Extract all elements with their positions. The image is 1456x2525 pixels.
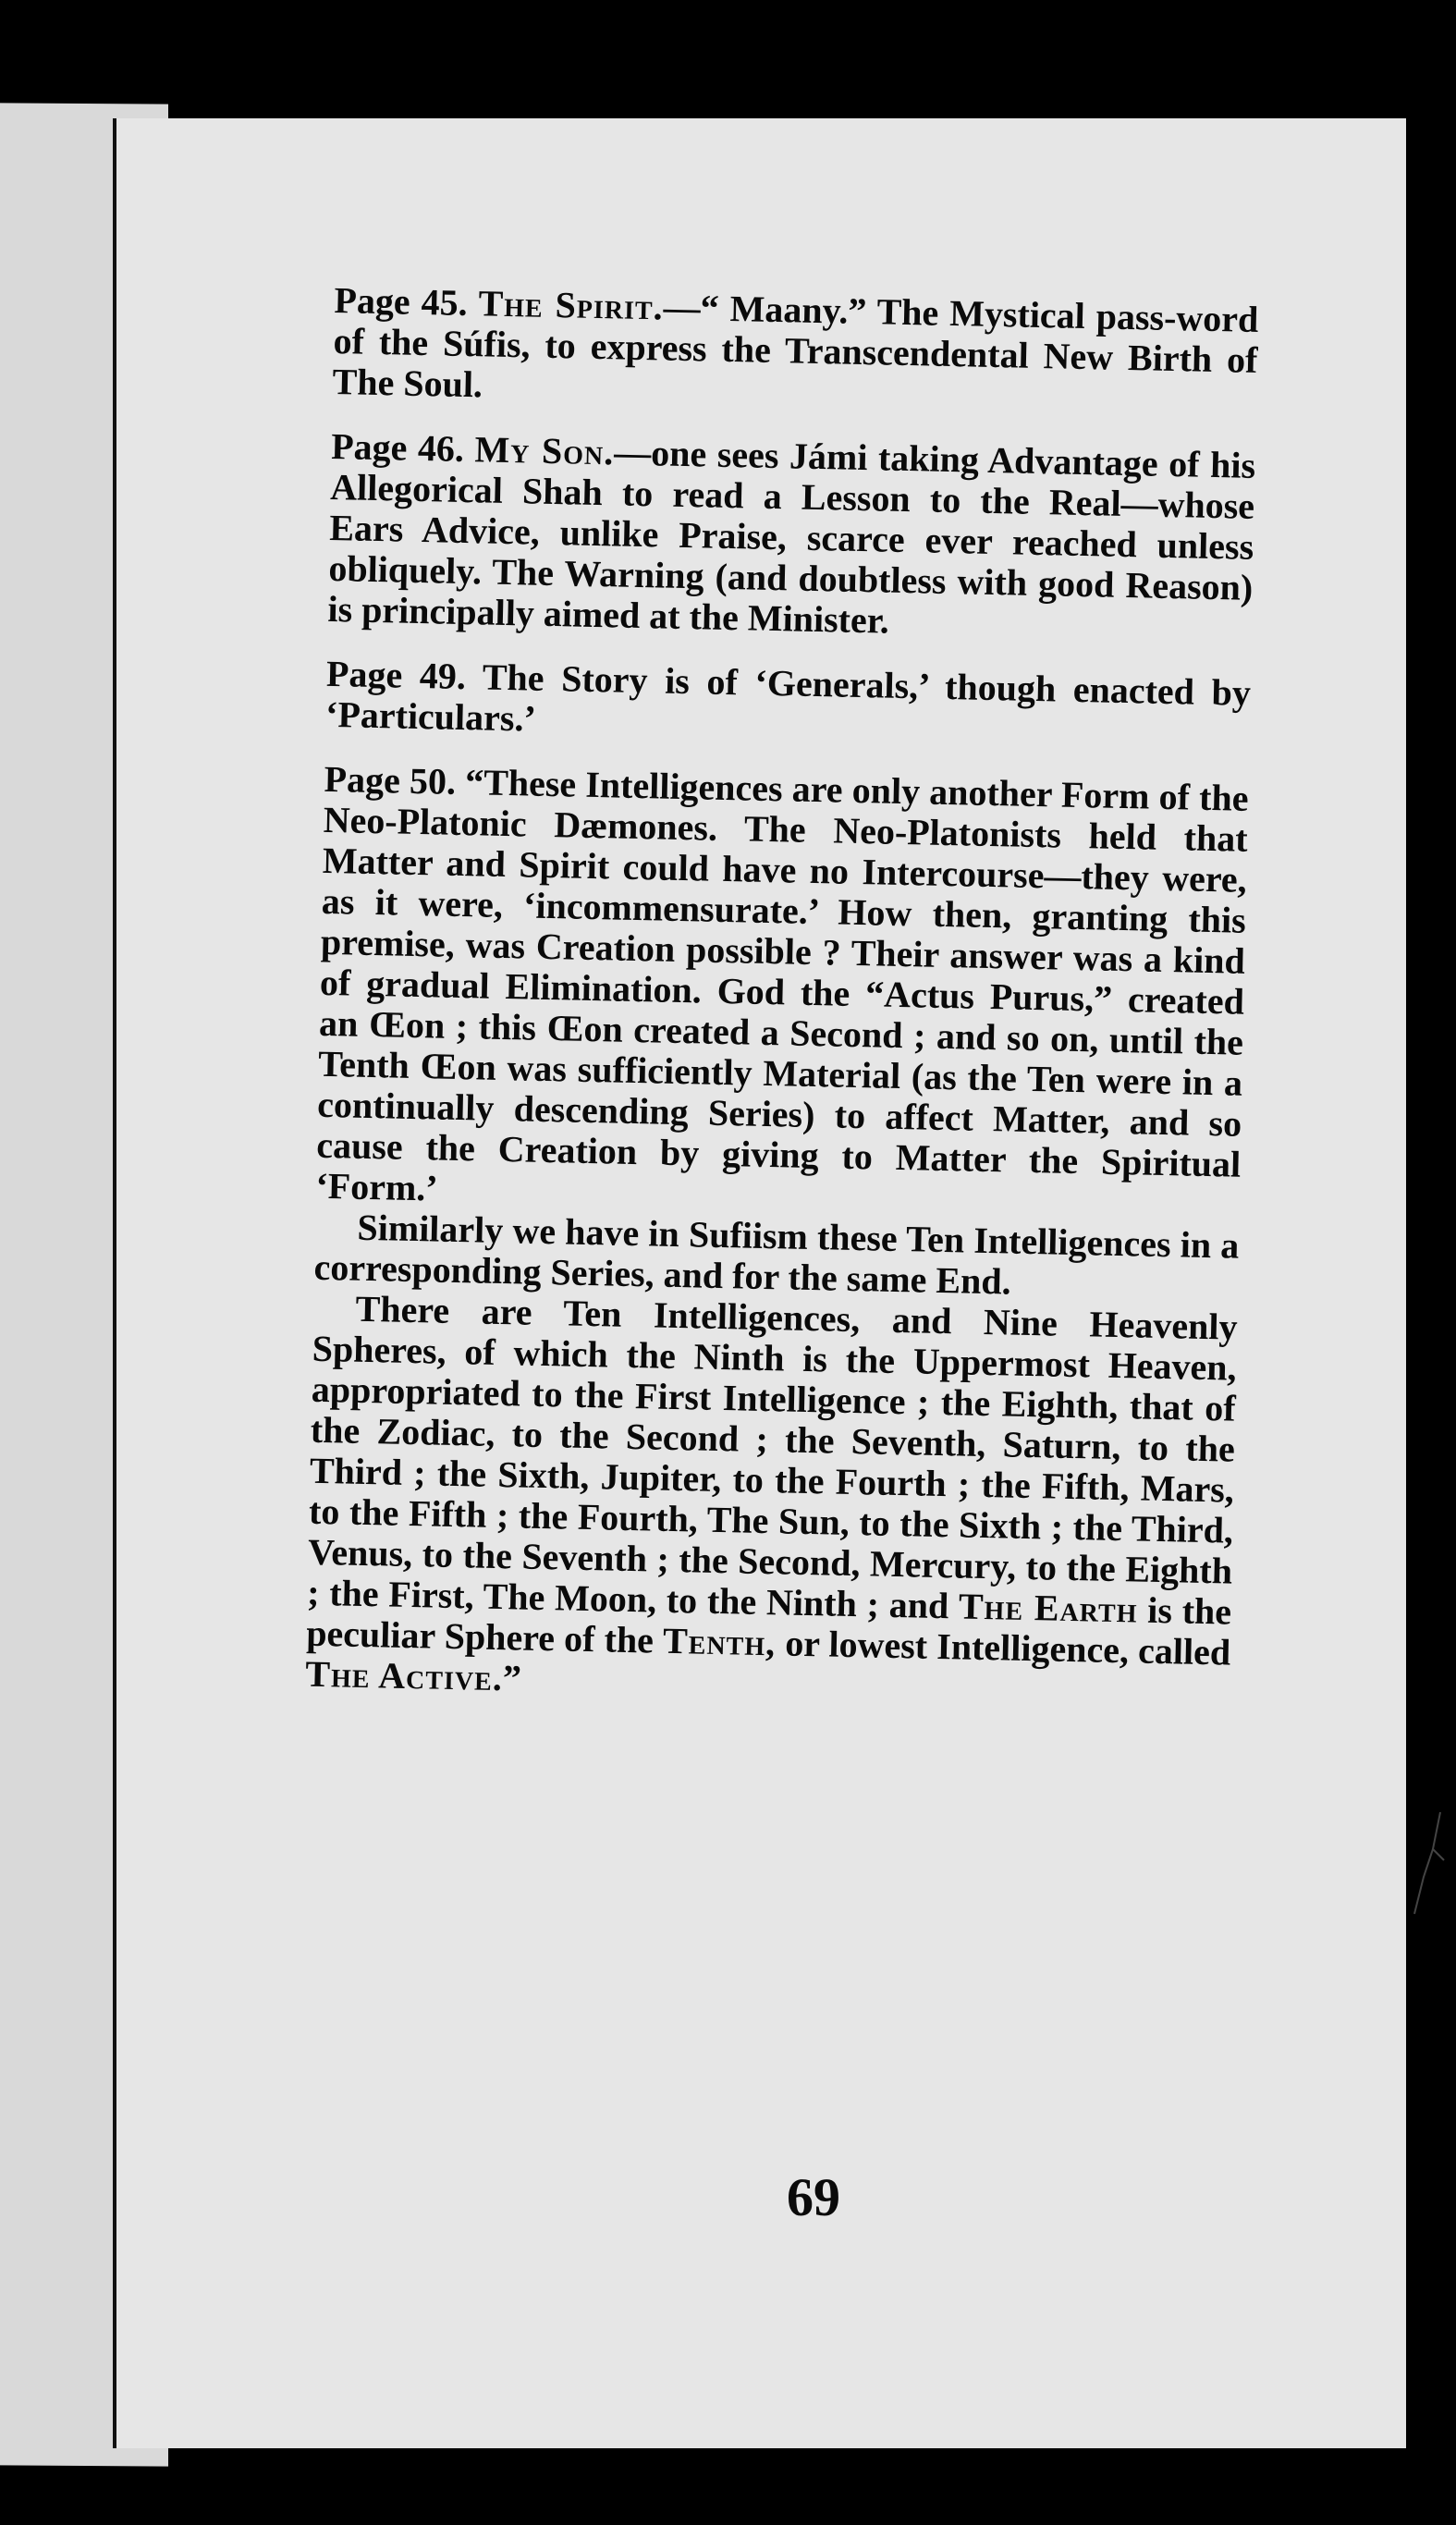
note-caps-tenth: Tenth, <box>662 1619 777 1664</box>
note-body: Similarly we have in Sufiism these Ten Intelligences in a corresponding Series, and for the same End. <box>313 1206 1240 1303</box>
note-page-49 <box>325 654 1252 754</box>
book-page <box>113 118 1406 2448</box>
note-page-46 <box>327 426 1255 649</box>
note-lead: Page 46. <box>330 424 465 470</box>
note-body: There are Ten Intelligences, and Nine Heavenly Spheres, of which the Ninth is the Uppermost Heaven, appropriated to the First Intelligence ; the Eighth, that of the Zodiac, to the Second ; the Seventh, Saturn, to the Third ; the Sixth, Jupiter, to the Fourth ; the Fifth, Mars, to the Fifth ; the Fourth, The Sun, to the Sixth ; the Third, Venus, to the Seventh ; the Second, Mercury, to the Eighth ; the First, The Moon, to the Ninth ; and <box>306 1287 1238 1627</box>
note-caps-active: The Active. <box>304 1652 504 1699</box>
note-body: is the peculiar Sphere of the <box>305 1588 1232 1661</box>
notes-text <box>304 280 1258 1738</box>
note-page-50 <box>315 759 1249 1226</box>
note-body: —“ Maany.” The Mystical pass-word of the Súfis, to express the Transcendental New Birth of The Soul. <box>332 286 1259 406</box>
note-body: The Story is of ‘Generals,’ though enacted by ‘Particulars.’ <box>324 656 1252 740</box>
note-closing-quote: ” <box>502 1657 522 1699</box>
note-heading: The Spirit. <box>478 282 665 328</box>
note-page-45 <box>332 280 1259 422</box>
note-lead: Page 50. <box>324 757 457 803</box>
note-body: “These Intelligences are only another Form of the Neo-Platonic Dæmones. The Neo-Platonists held that Matter and Spirit could have no Intercourse—they were, as it were, ‘incommensurate.’ How then, granting this premise, was Creation possible ? Their answer was a kind of gradual Elimination. God the “Actus Purus,” created an Œon ; this Œon created a Second ; and so on, until the Tenth Œon was sufficiently Material (as the Ten were in a continually descending Series) to affect Matter, and so cause the Creation by giving to Matter the Spiritual ‘Form.’ <box>315 761 1249 1209</box>
note-body: or lowest Intelligence, called <box>784 1622 1231 1673</box>
note-lead: Page 45. <box>334 279 469 325</box>
note-heading: My Son. <box>474 428 615 473</box>
note-caps-earth: The Earth <box>958 1585 1138 1631</box>
note-body: —one sees Jámi taking Advantage of his Allegorical Shah to read a Lesson to the Real—whose Ears Advice, unlike Praise, scarce ever reached unless obliquely. The Warning (and doubtless with good Reason) is principally aimed at the Minister. <box>327 431 1256 642</box>
note-lead: Page 49. <box>325 652 467 698</box>
note-page-50-spheres <box>305 1288 1238 1714</box>
page-number: 69 <box>787 2167 840 2227</box>
